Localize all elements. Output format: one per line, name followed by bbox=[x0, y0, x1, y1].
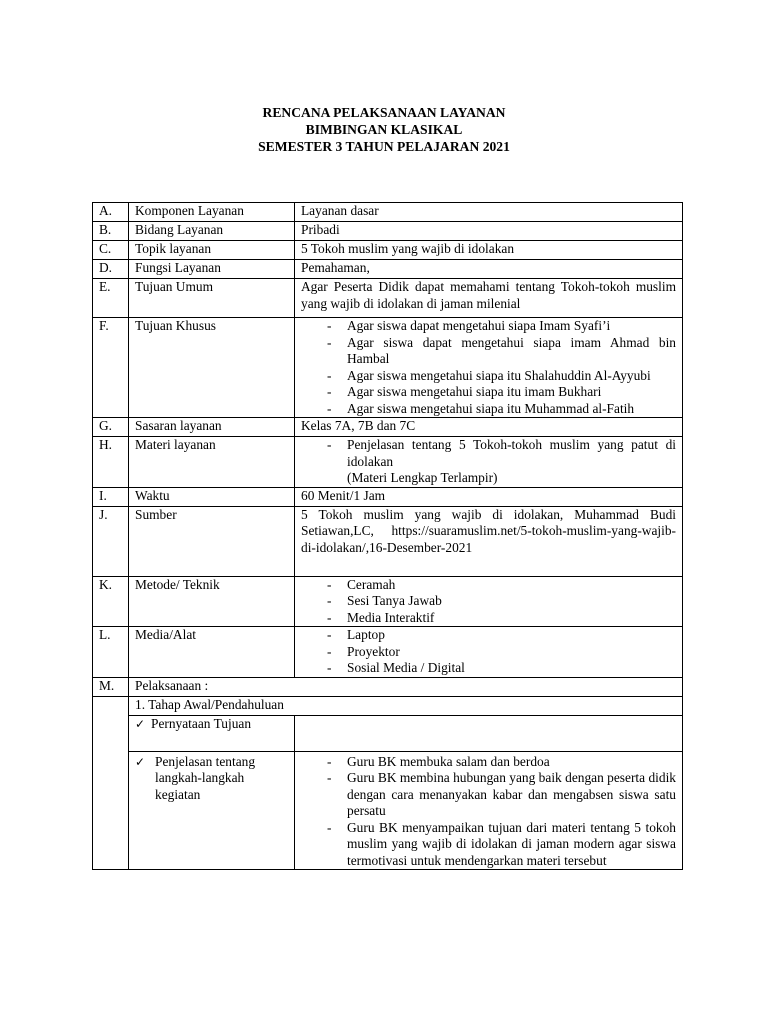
row-h bbox=[93, 437, 683, 488]
penjelasan-langkah-text: Penjelasan tentang langkah-langkah kegiatan bbox=[155, 753, 256, 802]
row-label: Komponen Layanan bbox=[129, 203, 295, 222]
list-item: - Penjelasan tentang 5 Tokoh-tokoh muslim yang patut di idolakan bbox=[347, 437, 676, 470]
row-code: I. bbox=[93, 487, 129, 506]
row-penjelasan-langkah bbox=[93, 751, 683, 870]
row-value: 5 Tokoh muslim yang wajib di idolakan bbox=[295, 241, 683, 260]
row-label: Bidang Layanan bbox=[129, 222, 295, 241]
checkmark-icon: ✓ bbox=[135, 754, 146, 769]
doc-title-line-3: SEMESTER 3 TAHUN PELAJARAN 2021 bbox=[258, 139, 510, 154]
row-code: B. bbox=[93, 222, 129, 241]
row-code: H. bbox=[93, 437, 129, 488]
row-code: C. bbox=[93, 241, 129, 260]
row-value: Agar Peserta Didik dapat memahami tentang Tokoh-tokoh muslim yang wajib di idolakan di jaman milenial bbox=[295, 279, 683, 318]
media-list bbox=[301, 627, 676, 677]
row-code: G. bbox=[93, 418, 129, 437]
row-k bbox=[93, 576, 683, 627]
row-j bbox=[93, 506, 683, 576]
row-i bbox=[93, 487, 683, 506]
row-e bbox=[93, 279, 683, 318]
row-code: F. bbox=[93, 318, 129, 418]
row-label: Topik layanan bbox=[129, 241, 295, 260]
row-value bbox=[295, 627, 683, 678]
pernyataan-tujuan-label bbox=[129, 715, 295, 751]
list-item: - Agar siswa mengetahui siapa itu imam Bukhari bbox=[347, 384, 676, 401]
row-c bbox=[93, 241, 683, 260]
metode-list bbox=[301, 577, 676, 627]
row-value: Pemahaman, bbox=[295, 260, 683, 279]
row-label: Sumber bbox=[129, 506, 295, 576]
row-code: A. bbox=[93, 203, 129, 222]
pernyataan-tujuan-text: Pernyataan Tujuan bbox=[151, 715, 252, 731]
tujuan-khusus-list bbox=[301, 318, 676, 417]
row-stage-1 bbox=[93, 696, 683, 715]
doc-title-line-1: RENCANA PELAKSANAAN LAYANAN bbox=[262, 105, 506, 120]
list-item: - Proyektor bbox=[347, 644, 676, 661]
list-item: - Sesi Tanya Jawab bbox=[347, 593, 676, 610]
row-value: 60 Menit/1 Jam bbox=[295, 487, 683, 506]
list-item: - Agar siswa dapat mengetahui siapa Imam Syafi’i bbox=[347, 318, 676, 335]
row-value: Kelas 7A, 7B dan 7C bbox=[295, 418, 683, 437]
list-item: - Guru BK membuka salam dan berdoa bbox=[347, 754, 676, 771]
row-label: Tujuan Umum bbox=[129, 279, 295, 318]
row-value: Layanan dasar bbox=[295, 203, 683, 222]
list-item: - Agar siswa mengetahui siapa itu Shalahuddin Al-Ayyubi bbox=[347, 368, 676, 385]
row-code: K. bbox=[93, 576, 129, 627]
row-label: Materi layanan bbox=[129, 437, 295, 488]
list-item: - Agar siswa mengetahui siapa itu Muhammad al-Fatih bbox=[347, 401, 676, 418]
row-f bbox=[93, 318, 683, 418]
row-label: Sasaran layanan bbox=[129, 418, 295, 437]
row-label: Media/Alat bbox=[129, 627, 295, 678]
row-value bbox=[295, 437, 683, 488]
doc-title-line-2: BIMBINGAN KLASIKAL bbox=[305, 122, 463, 137]
row-value bbox=[295, 318, 683, 418]
rpl-table bbox=[92, 202, 683, 870]
penjelasan-langkah-label bbox=[129, 751, 295, 870]
row-code-empty bbox=[93, 696, 129, 870]
list-item: - Agar siswa dapat mengetahui siapa imam Ahmad bin Hambal bbox=[347, 335, 676, 368]
row-value: 5 Tokoh muslim yang wajib di idolakan, Muhammad Budi Setiawan,LC, https://suaramuslim.net/5-tokoh-muslim-yang-wajib-di-idolakan/,16-Desember-2021 bbox=[295, 506, 683, 576]
row-d bbox=[93, 260, 683, 279]
row-code: E. bbox=[93, 279, 129, 318]
row-m bbox=[93, 677, 683, 696]
materi-note: (Materi Lengkap Terlampir) bbox=[347, 470, 498, 485]
row-value bbox=[295, 576, 683, 627]
list-item: - Media Interaktif bbox=[347, 610, 676, 627]
stage-title: 1. Tahap Awal/Pendahuluan bbox=[129, 696, 683, 715]
row-b bbox=[93, 222, 683, 241]
row-code: L. bbox=[93, 627, 129, 678]
row-value: Pribadi bbox=[295, 222, 683, 241]
row-label: Waktu bbox=[129, 487, 295, 506]
row-label: Tujuan Khusus bbox=[129, 318, 295, 418]
langkah-list bbox=[301, 754, 676, 870]
row-label: Metode/ Teknik bbox=[129, 576, 295, 627]
row-l bbox=[93, 627, 683, 678]
checkmark-icon: ✓ bbox=[135, 716, 146, 731]
row-label: Fungsi Layanan bbox=[129, 260, 295, 279]
row-g bbox=[93, 418, 683, 437]
pernyataan-tujuan-value bbox=[295, 715, 683, 751]
materi-list bbox=[301, 437, 676, 470]
row-a bbox=[93, 203, 683, 222]
row-code: D. bbox=[93, 260, 129, 279]
row-pernyataan-tujuan bbox=[93, 715, 683, 751]
list-item: - Laptop bbox=[347, 627, 676, 644]
list-item: - Guru BK membina hubungan yang baik dengan peserta didik dengan cara menanyakan kabar dan mengabsen siswa satu persatu bbox=[347, 770, 676, 820]
list-item: - Ceramah bbox=[347, 577, 676, 594]
row-code: M. bbox=[93, 677, 129, 696]
list-item: - Guru BK menyampaikan tujuan dari materi tentang 5 tokoh muslim yang wajib di idolakan di jaman modern agar siswa termotivasi untuk mendengarkan materi tersebut bbox=[347, 820, 676, 870]
row-code: J. bbox=[93, 506, 129, 576]
list-item: - Sosial Media / Digital bbox=[347, 660, 676, 677]
row-label: Pelaksanaan : bbox=[129, 677, 683, 696]
penjelasan-langkah-value bbox=[295, 751, 683, 870]
